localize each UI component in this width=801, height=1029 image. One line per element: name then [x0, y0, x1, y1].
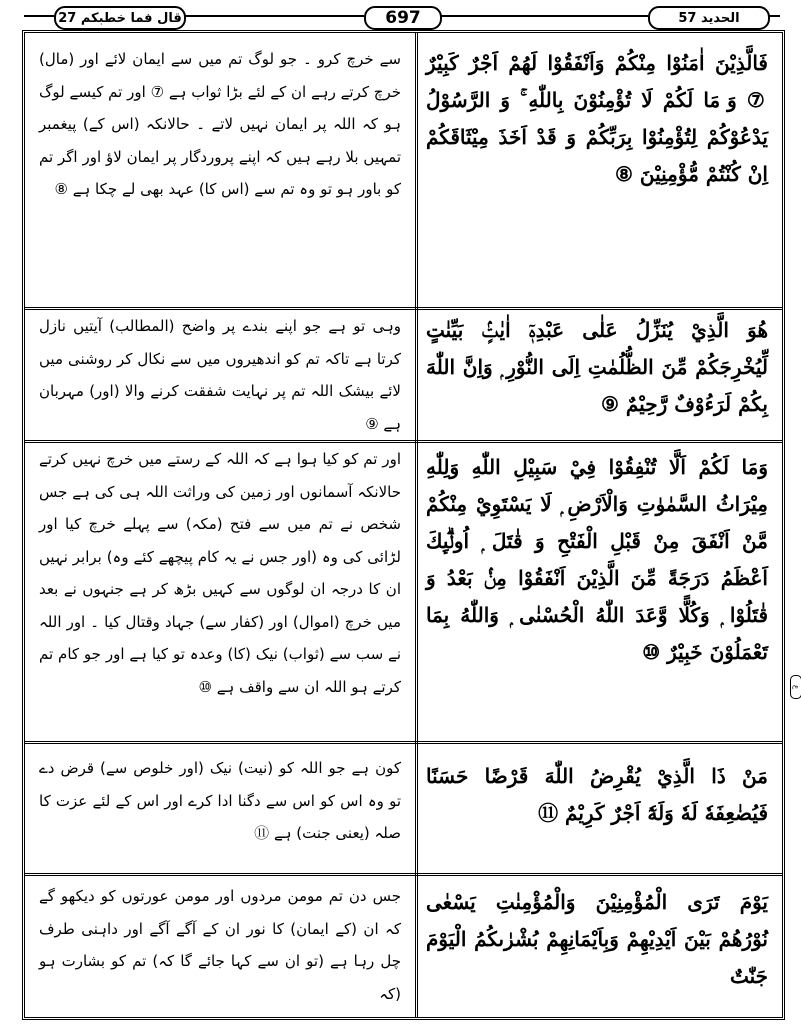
urdu-verse-8: اور تم کیسے لوگ ہو کہ اللہ پر ایمان نہیں لاتے ۔ حالانکہ (اس کے) پیغمبر تمہیں بلا رہے ہیں کہ اپنے پروردگار پر ایمان لاؤ اور اگر تم کو باور ہو تو وہ تم سے (اس کا) عہد بھی لے چکا ہے ⑧: [39, 82, 401, 198]
page-frame: [22, 30, 785, 1020]
arabic-block-1: [418, 33, 782, 307]
urdu-block-2: [29, 310, 413, 440]
urdu-verse-11: کون ہے جو اللہ کو (نیت) نیک (اور خلوص سے) قرض دے تو وہ اس کو اس سے دگنا ادا کرے اور اس کے لئے عزت کا صلہ (یعنی جنت) ہے ⑪: [39, 759, 401, 842]
arabic-verse-11: مَنْ ذَا الَّذِيْ يُقْرِضُ اللّٰهَ قَرْضًا حَسَنًا فَيُضٰعِفَهٗ لَهٗ وَلَهٗٓ اَجْرٌ كَرِيْمٌ ⑪: [426, 764, 768, 825]
header-rule-right: [438, 15, 648, 17]
urdu-verse-9: وہی تو ہے جو اپنے بندے پر واضح (المطالب) آیتیں نازل کرتا ہے تاکہ تم کو اندھیروں میں سے نکال کر روشنی میں لائے بیشک اللہ تم پر نہایت شفقت کرنے والا (اور) مہربان ہے ⑨: [39, 317, 401, 433]
arabic-verse-7: فَالَّذِيْنَ اٰمَنُوْا مِنْكُمْ وَاَنْفَقُوْا لَهُمْ اَجْرٌ كَبِيْرٌ ⑦: [426, 51, 768, 112]
urdu-block-4: [29, 744, 413, 873]
urdu-verse-7: سے خرچ کرو ۔ جو لوگ تم میں سے ایمان لائے اور (مال) خرچ کرتے رہے ان کے لئے بڑا ثواب ہے ⑦: [39, 50, 402, 101]
header-rule-left-outer: [24, 15, 54, 17]
urdu-block-1: [29, 33, 413, 307]
arabic-verse-8: وَ مَا لَكُمْ لَا تُؤْمِنُوْنَ بِاللّٰهِ ۚ وَ الرَّسُوْلُ يَدْعُوْكُمْ لِتُؤْمِنُوْا بِرَبِّكُمْ وَ قَدْ اَخَذَ مِيْثَاقَكُمْ اِنْ كُنْتُمْ مُّؤْمِنِيْنَ ⑧: [426, 88, 768, 186]
page-header: [0, 0, 801, 30]
arabic-block-5: [418, 876, 782, 1017]
urdu-block-5: [29, 876, 413, 1017]
arabic-verse-9: هُوَ الَّذِيْ يُنَزِّلُ عَلٰى عَبْدِهٖٓ اٰيٰتٍۢ بَيِّنٰتٍ لِّيُخْرِجَكُمْ مِّنَ الظُّلُمٰتِ اِلَى النُّوْرِ ۭ وَاِنَّ اللّٰهَ بِكُمْ لَرَءُوْفٌ رَّحِيْمٌ ⑨: [426, 318, 768, 416]
arabic-verse-12: يَوْمَ تَرَى الْمُؤْمِنِيْنَ وَالْمُؤْمِنٰتِ يَسْعٰى نُوْرُهُمْ بَيْنَ اَيْدِيْهِمْ وَبِاَيْمَانِهِمْ بُشْرٰىكُمُ الْيَوْمَ جَنّٰتٌ: [426, 890, 768, 988]
arabic-block-4: [418, 744, 782, 873]
header-rule-left: [182, 15, 364, 17]
arabic-block-2: [418, 310, 782, 440]
ruku-marker: ع: [790, 675, 801, 699]
juz-label: قال فما خطبکم 27: [54, 6, 186, 30]
urdu-verse-12: جس دن تم مومن مردوں اور مومن عورتوں کو دیکھو گے کہ ان (کے ایمان) کا نور ان کے آگے آگے اور داہنی طرف چل رہا ہے (تو ان سے کہا جائے گا کہ) تم کو بشارت ہو (کہ: [39, 887, 401, 1003]
urdu-verse-10: اور تم کو کیا ہوا ہے کہ اللہ کے رستے میں خرچ نہیں کرتے حالانکہ آسمانوں اور زمین کی وراثت اللہ ہی کی ہے جس شخص نے تم میں سے فتح (مکہ) سے پہلے خرچ کیا اور لڑائی کی وہ (اور جس نے یہ کام پیچھے کئے وہ) برابر نہیں ان کا درجہ ان لوگوں سے کہیں بڑھ کر ہے جنہوں نے بعد میں خرچ (اموال) اور (کفار سے) جہاد وقتال کیا ۔ اور اللہ نے سب سے (ثواب) نیک (کا) وعدہ تو کیا ہے اور جو کام تم کرتے ہو اللہ ان سے واقف ہے ⑩: [39, 450, 401, 696]
urdu-block-3: [29, 443, 413, 741]
arabic-block-3: [418, 443, 782, 741]
surah-label: الحدید 57: [648, 6, 770, 30]
page-number: 697: [364, 6, 442, 30]
arabic-verse-10: وَمَا لَكُمْ اَلَّا تُنْفِقُوْا فِيْ سَبِيْلِ اللّٰهِ وَلِلّٰهِ مِيْرَاثُ السَّمٰوٰتِ وَالْاَرْضِ ۭ لَا يَسْتَوِيْ مِنْكُمْ مَّنْ اَنْفَقَ مِنْ قَبْلِ الْفَتْحِ وَ قٰتَلَ ۭ اُولٰۗىِٕكَ اَعْظَمُ دَرَجَةً مِّنَ الَّذِيْنَ اَنْفَقُوْا مِنْۢ بَعْدُ وَ قٰتَلُوْا ۭ وَكُلًّا وَّعَدَ اللّٰهُ الْحُسْنٰى ۭ وَاللّٰهُ بِمَا تَعْمَلُوْنَ خَبِيْرٌ ⑩: [426, 455, 768, 664]
